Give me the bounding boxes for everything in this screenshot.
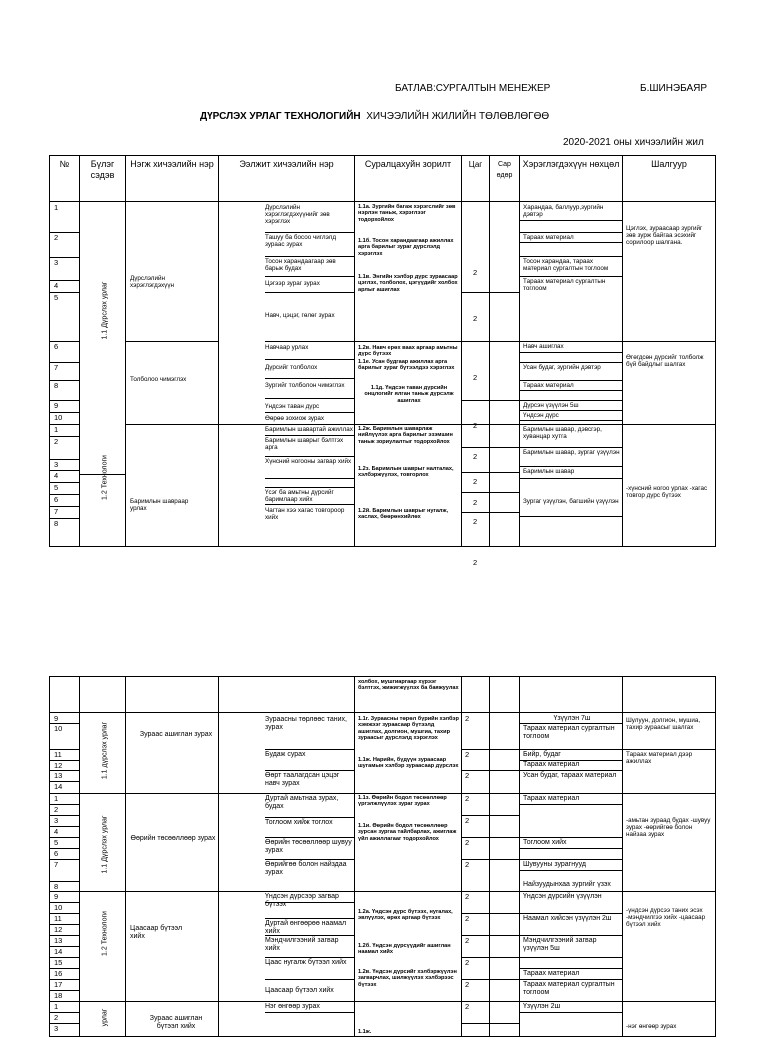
title-rest: ХИЧЭЭЛИЙН ЖИЛИЙН ТӨЛӨВЛӨГӨӨ [366,111,550,122]
row-number: 9 [54,401,59,410]
row-number: 2 [54,1013,59,1022]
row-number: 2 [54,805,59,814]
objective-text: 1.2в. Навч ерөх ваах аргаар амьтны дүрс бүтээх [358,345,458,358]
row-number: 18 [54,991,63,1000]
criteria-text: -хүнсний ногоо урлах -хагас товгор дүрс бүтээх [626,485,708,499]
title-bold: ДҮРСЛЭХ УРЛАГ ТЕХНОЛОГИЙН [200,111,361,122]
school-year: 2020-2021 оны хичээлийн жил [563,137,704,148]
row-number: 8 [54,519,59,528]
document-title [200,111,549,122]
resource-text: Тараах материал сургалтын тоглоом [523,725,615,740]
row-number: 10 [54,724,63,733]
hours-value: 2 [473,498,478,507]
resource-text: Үндсэн дүрсийн үзүүлэн [523,893,602,900]
row-number: 1 [54,425,59,434]
resource-text: Тараах материал [523,795,580,802]
resource-text: Мэндчилгээний загвар үзүүлэн 5ш [523,937,597,952]
resource-text: Тосон харандаа, тараах материал сургалтын тоглоом [523,258,609,272]
hours-value: 2 [473,477,478,486]
row-number: 10 [54,413,63,422]
resource-text: Навч ашиглах [523,343,564,350]
row-number: 8 [54,882,59,891]
criteria-column [623,713,716,1037]
lesson-name: Өөрийн төсөөллөөр шувуу зурах [265,839,352,854]
unit-name: Баримлын шавраар урлах [130,498,189,512]
hours-value: 2 [465,750,470,759]
objective-text: 1.2з. Баримлын шаврыг налталах, хэлбэржүүлэх, товгорлох [358,466,454,479]
criteria-text: Шулуун, долгион, мушиа, тахир зураасыг шалгах [626,717,701,731]
objective-text: 1.1б. Тосон харандаагаар ажиллах арга барилыг зураг дүрслэлд хэрэглэх [358,238,454,257]
hours-column [462,202,490,567]
table-header-row [50,156,716,202]
lesson-name: Баримлын шавартай ажиллах [265,426,353,433]
section-label: урлаг [101,1008,109,1027]
objective-text: 1.1и. Өөрийн бодол төсөөллөөр зурсан зургаа тайлбарлах, ажиглаж үйл ажиллагааг тодорхойлох [358,823,457,842]
row-number: 14 [54,947,63,956]
unit-name: Өөрийн төсөөллөөр зурах [130,835,216,842]
lesson-name: Үндсэн таван дүрс [265,403,320,410]
row-number: 5 [54,838,59,847]
resource-text: Дүрсэн үзүүлэн 5ш [523,402,579,409]
row-number: 12 [54,761,63,770]
lesson-name: Цаасаар бүтээл хийх [265,987,334,994]
row-number: 6 [54,495,59,504]
section-label: 1.1 Дүрслэх урлаг [101,281,109,340]
resource-text: Баримлын шавар [523,468,575,475]
hours-value: 2 [473,452,478,461]
col-month: Сар өдөр [490,156,520,202]
plan-table-2 [49,676,716,1037]
criteria-text: -нэг өнгөөр зурах [626,1023,677,1030]
resource-text: Найзуудынхаа зургийг үзэх [523,881,611,888]
row-number: 4 [54,471,59,480]
lesson-name: Зураасны төрлөөс таних, зурах [265,716,347,731]
row-number: 8 [54,381,59,390]
row-number: 1 [54,1002,59,1011]
objective-text: 1.1е. Усан будгаар ажиллах арга барилыг зураг бүтээлдээ хэрэглэх [358,359,455,372]
hours-value: 2 [473,314,478,323]
unit-name: Толболоо чимэглэх [130,376,187,383]
lesson-name: Будаж сурах [265,751,306,758]
lesson-name: Өөрт таалагдсан цэцэг навч зурах [265,772,340,787]
unit-name: Цаасаар бүтээл хийх [130,925,183,940]
resource-text: Харандаа, баллуур,зургийн дэвтэр [523,204,604,218]
row-number: 15 [54,958,63,967]
criteria-text: Тараах материал дээр ажиллах [626,751,693,765]
row-number: 2 [54,437,59,446]
hours-value: 2 [473,558,478,567]
row-number: 9 [54,714,59,723]
plan-table-1 [49,155,716,567]
section-column [80,202,126,547]
objective-text: 1.1ж. [358,1029,372,1035]
lesson-name: Цэгээр зураг зурах [265,280,320,287]
lesson-name: Үндсэн дүрсээр загвар бүтээх [265,893,339,908]
resource-text: Наамал хийсэн үзүүлэн 2ш [523,915,612,922]
lesson-name: Навчаар урлах [265,344,309,351]
row-number: 1 [54,203,59,212]
row-number: 5 [54,293,59,302]
row-number: 17 [54,980,63,989]
row-number: 3 [54,258,59,267]
row-number: 7 [54,860,59,869]
resource-text: Зургаг үзүүлэн, багшийн үзүүлэн [523,498,619,505]
row-number: 10 [54,903,63,912]
month-column [490,202,520,547]
objective-column [355,713,462,1037]
resource-text: Тоглоом хийх [523,839,567,846]
objective-text: 1.2ж. Баримлын шаварлаж нийлүүлэх арга барилыг эзэмшин таньж зориулалтыг тодорхойлох [358,426,453,445]
resource-text: Тараах материал [523,761,580,768]
objective-text: 1.1ж. Нарийн, бүдүүн зураасаар шугамын хэлбэр зураасаар дүрслэх [358,757,459,770]
hours-value: 2 [465,914,470,923]
row-number: 6 [54,342,59,351]
resource-text: Шувууны зурагнууд [523,861,586,868]
unit-column [126,202,219,547]
objective-text: 1.1д. Үндсэн таван дүрсийн онцлогийг ялган таньж дүрсэлж ашиглах [364,385,454,404]
hours-value: 2 [465,838,470,847]
lesson-column [219,713,355,1037]
lesson-name: Өөрийгөө болон найздаа зурах [265,861,347,876]
criteria-text: -амьтан зураад будах -шувуу зурах -өөрийгөө болон найзаа зурах [626,817,711,838]
hours-value: 2 [465,714,470,723]
hours-value: 2 [465,936,470,945]
criteria-text: -үндсэн дүрсээ таних эсэх -мэндчилгээ хийх -цаасаар бүтээл хийх [626,907,706,928]
row-number: 13 [54,936,63,945]
criteria-column [623,202,716,547]
section-label: 1.1 дүрслэх урлаг [101,721,109,780]
lesson-name: Үсэг ба амьтны дүрсийг баримлаар хийх [265,489,334,503]
hours-value: 2 [465,892,470,901]
lesson-name: Зургийг толболон чимэглэх [265,382,345,389]
section-label: 1.2 Технологи [101,455,109,500]
resource-text: Тараах материал сургалтын тоглоом [523,278,606,292]
table-top-row [50,677,716,713]
hours-value: 2 [465,980,470,989]
row-number: 4 [54,827,59,836]
lesson-name: Цаас нугалж бүтээл хийх [265,959,347,966]
objective-text: холбох, мушгиаргаар хүрээг бэлтгэх, жижигжүүлэх ба баяжуулах [358,679,459,692]
row-number: 7 [54,363,59,372]
objective-text: 1.1а. Зургийн багаж хэрэгслийг зөв нэрлэн таньж, хэрэглээг тодорхойлох [358,204,456,223]
objective-column [355,202,462,547]
objective-text: 1.1г. Зураасны төрөл бүрийн хэлбэр хэмжээг зураасаар бүтээлд ашиглах, долгион, мушгиа, тахир зураасыг дүрслэлд хэрэглэх [358,716,459,741]
col-criteria: Шалгуур [623,156,716,202]
section-label: 1.2 Технологи [101,911,109,956]
resource-text: Бийр, будаг [523,751,561,758]
row-number: 11 [54,750,62,759]
resource-text: Усан будаг, зургийн дэвтэр [523,364,601,371]
resource-text: Баримлын шавар, зургаг үзүүлэн [523,449,620,456]
row-number: 5 [54,483,59,492]
month-column [490,713,520,1037]
lesson-name: Гэрийн тэжээвэр амьтан [265,480,337,487]
hours-value: 2 [473,421,478,430]
resource-text: Үндсэн дүрс [523,412,559,419]
row-number: 2 [54,233,59,242]
resource-text: Үзүүлэн 7ш [553,715,591,722]
row-number: 7 [54,507,59,516]
objective-text: 1.1в. Энгийн хэлбэр дүрс зураасаар цэглэх, толболох, цэгүүдийг холбох арлыг ашиглах [358,274,458,293]
lesson-name: Тоглоом хийж тоглох [265,819,333,826]
col-section: Бүлэг сэдэв [80,156,126,202]
row-number: 12 [54,925,63,934]
hours-value: 2 [465,958,470,967]
lesson-name: Нэг өнгөөр зурах [265,1003,320,1010]
criteria-text: Цэглэх, зураасаар зургийг зөв зурж байгаа эсэхийг сорилоор шалгана. [626,225,703,246]
lesson-column [219,202,355,547]
resource-text: Тараах материал [523,234,574,241]
approval-line: БАТЛАВ:СУРГАЛТЫН МЕНЕЖЕР [395,83,551,94]
row-number: 6 [54,849,59,858]
hours-value: 2 [473,517,478,526]
resource-text: Тараах материал сургалтын тоглоом [523,981,615,996]
lesson-name: Тосон харандаагаар зөв барьж будах [265,258,336,272]
row-number: 3 [54,816,59,825]
hours-value: 2 [473,268,478,277]
row-number: 4 [54,281,59,290]
objective-text: 1.1з. Өөрийн бодол төсөөллөөр үргэлжлүүлэх зураг зурах [358,795,447,808]
col-objective: Суралцахуйн зорилт [355,156,462,202]
objective-text: 1.2й. Баримлын шаврыг нугалж, хаслах, бөөрөнхийлөх [358,508,449,521]
lesson-name: Дүрсийг толболох [265,364,318,371]
approver-name: Б.ШИНЭБАЯР [640,83,708,94]
objective-text: 1.2б. Үндсэн дүрсүүдийг ашиглан наамал хийх [358,943,451,956]
row-number: 3 [54,1024,59,1033]
row-number: 9 [54,892,59,901]
hours-value: 2 [465,1002,470,1011]
row-number: 1 [54,794,59,803]
row-number: 3 [54,460,59,469]
resource-text: Усан будаг, тараах материал [523,772,617,779]
lesson-name: Мэндчилгээний загвар хийх [265,937,339,952]
col-hours: Цаг [462,156,490,202]
resources-column [520,202,623,547]
lesson-name: Дуртай өнгөөрөө наамал хийх [265,920,347,935]
row-number: 16 [54,969,63,978]
unit-name: Зураас ашиглан бүтээл хийх [149,1015,203,1030]
lesson-name: Чагтан хээ хагас товгороор хийх [265,507,345,521]
resource-text: Үзүүлэн 2ш [523,1003,561,1010]
row-number: 11 [54,914,62,923]
num-column [50,202,80,547]
hours-value: 2 [465,771,470,780]
lesson-name: Өөрөө зохиож зурах [265,415,325,422]
col-num: № [50,156,80,202]
hours-value: 2 [465,860,470,869]
lesson-name: Ташуу ба босоо чиглэлд зураас зурах [265,234,337,248]
hours-value: 2 [465,794,470,803]
hours-column [462,713,490,1037]
unit-name: Дүрслэлийн хэрэглэгдэхүүн [130,275,174,289]
objective-text: 1.2в. Үндсэн дүрсийг хэлбэржүүлэн загварчлах, шилжүүлэх хэлбэрээс бүтээх [358,969,457,988]
col-lesson: Ээлжит хичээлийн нэр [219,156,355,202]
lesson-name: Дуртай амьтнаа зурах, будах [265,795,339,810]
row-number: 14 [54,782,63,791]
resource-text: Тараах материал [523,382,574,389]
criteria-text: Өгөгдсөн дүрсийг толболж бүй байдлыг шалгах [626,354,704,368]
lesson-name: Дүрслэлийн хэрэглэгдэхүүнийг зөв хэрэглэх [265,204,330,225]
section-column [80,713,126,1037]
unit-column [126,713,219,1037]
col-unit: Нэгж хичээлийн нэр [126,156,219,202]
table-body-row [50,202,716,547]
hours-value: 2 [473,373,478,382]
resources-column [520,713,623,1037]
objective-cell [355,677,462,713]
section-label: 1.1 Дүрслэх урлаг [101,815,109,874]
objective-text: 1.2а. Үндсэн дүрс бүтээх, нугалах, эвлүүлэх, өрөх аргаар бүтээх [358,909,453,922]
hours-value: 2 [465,816,470,825]
row-number: 13 [54,771,63,780]
table-body-row [50,713,716,1037]
lesson-name: Баримлын шаврыг бэлтгэх арга [265,437,344,451]
col-resources: Хэрэглэгдэхүүн нөхцөл [520,156,623,202]
resource-text: Баримлын шавар, дэвсгэр, хуванцар хутга [523,426,602,440]
resource-text: Тараах материал [523,970,580,977]
lesson-name: Навч, цэцэг, гөлөг зурах [265,312,335,319]
lesson-name: Хүнсний ногооны загвар хийх [265,458,352,465]
unit-name: Зураас ашиглан зурах [139,731,213,738]
num-column [50,713,80,1037]
